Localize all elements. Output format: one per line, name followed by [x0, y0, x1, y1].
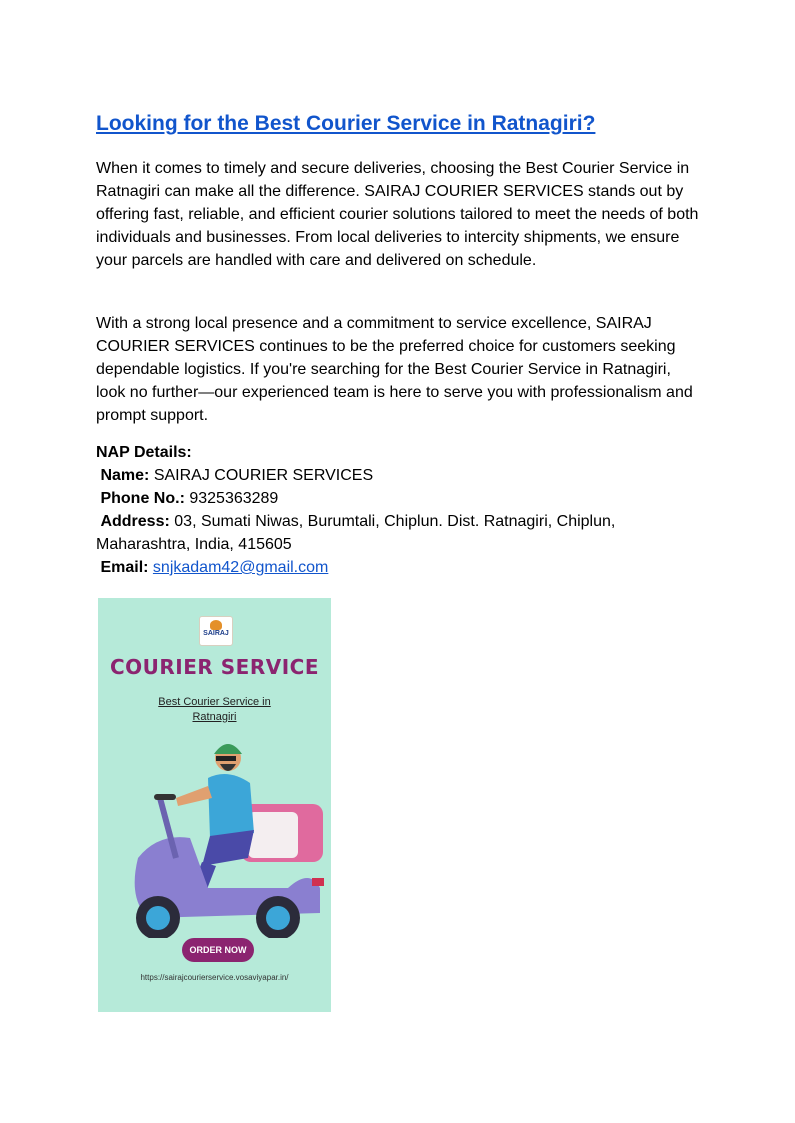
- page-title[interactable]: Looking for the Best Courier Service in Ratnagiri?: [96, 112, 596, 135]
- nap-heading: NAP Details:: [96, 444, 192, 461]
- nap-phone-label: Phone No.:: [100, 490, 185, 507]
- nap-address-value: 03, Sumati Niwas, Burumtali, Chiplun. Dist. Ratnagiri, Chiplun, Maharashtra, India, 415605: [96, 513, 616, 553]
- order-now-button[interactable]: ORDER NOW: [182, 938, 254, 962]
- email-link[interactable]: snjkadam42@gmail.com: [152, 559, 329, 576]
- intro-paragraph: When it comes to timely and secure deliveries, choosing the Best Courier Service in Ratnagiri can make all the difference. SAIRAJ COURIER SERVICES stands out by offering fast, reliable, and efficient courier solutions tailored to meet the needs of both individuals and businesses. From local deliveries to intercity shipments, we ensure your parcels are handled with care and delivered on schedule.: [96, 160, 699, 269]
- logo-mascot-icon: [210, 620, 222, 630]
- nap-address-label: Address:: [100, 513, 170, 530]
- nap-name-label: Name:: [100, 467, 150, 484]
- nap-name-value: SAIRAJ COURIER SERVICES: [153, 467, 374, 484]
- courier-flyer-image: [98, 598, 331, 1012]
- flyer-url: https://sairajcourierservice.vosaviyapar.in/: [140, 973, 289, 982]
- nap-email-label: Email:: [100, 559, 149, 576]
- nap-details: [96, 441, 700, 579]
- sairaj-logo: [199, 616, 233, 646]
- flyer-subtitle: Best Courier Service in Ratnagiri: [158, 696, 271, 723]
- nap-phone-value: 9325363289: [189, 490, 279, 507]
- logo-text: SAIRAJ: [203, 630, 229, 637]
- second-paragraph: With a strong local presence and a commitment to service excellence, SAIRAJ COURIER SERVICES continues to be the preferred choice for customers seeking dependable logistics. If you're searching for the Best Courier Service in Ratnagiri, look no further—our experienced team is here to serve you with professionalism and prompt support.: [96, 315, 693, 424]
- flyer-headline: COURIER SERVICE: [109, 655, 319, 679]
- delivery-scooter-illustration: [98, 738, 331, 938]
